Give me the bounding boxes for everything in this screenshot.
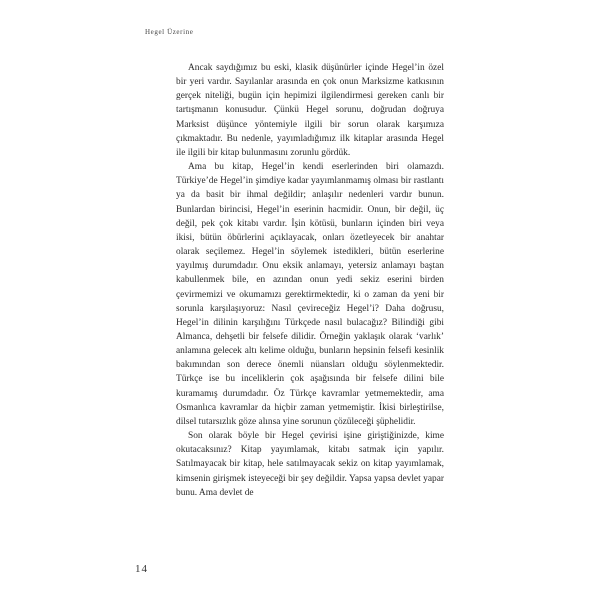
- page-number: 14: [135, 563, 148, 575]
- paragraph: Son olarak böyle bir Hegel çevirisi işine giriştiğinizde, kime okutacaksınız? Kitap yayımlamak, kitabı satmak için yapılır. Satılmayacak bir kitap, hele satılmayacak sekiz on kitap yayımlamak, kimsenin girişmek isteyeceği bir şey değildir. Yapsa yapsa devlet yapar bunu. Ama devlet de: [176, 431, 444, 498]
- body-text: [176, 61, 444, 500]
- paragraph: Ama bu kitap, Hegel’in kendi eserlerinden biri olamazdı. Türkiye’de Hegel’in şimdiye kadar yayımlanmamış olması bir rastlantı ya da basit bir ihmal değildir; anlaşılır nedenleri vardır bunun. Bunlardan birincisi, Hegel’in eserinin hacmidir. Onun, bir değil, üç değil, pek çok kitabı vardır. İşin kötüsü, bunların içinden biri veya ikisi, bütün öbürlerini açıklayacak, onları özetleyecek bir anahtar olarak seçilemez. Hegel’in söylemek istedikleri, bütün eserlerine yayılmış durumdadır. Onu eksik anlamayı, yetersiz anlamayı baştan kabullenmek bile, en azından onun yedi sekiz eserini birden çevirmemizi ve okumamızı gerektirmektedir, ki o zaman da yeni bir sorunla karşılaşıyoruz: Nasıl çevireceğiz Hegel’i? Daha doğrusu, Hegel’in dilinin karşılığını Türkçede nasıl bulacağız? Bilindiği gibi Almanca, dehşetli bir felsefe dilidir. Örneğin yaklaşık olarak ‘varlık’ anlamına gelecek altı kelime olduğu, bunların hepsinin felsefi kesinlik bakımından son derece önemli nüansları olduğu söylenmektedir. Türkçe ise bu inceliklerin çok aşağısında bir felsefe dilini bile kuramamış durumdadır. Öz Türkçe kavramlar yetmemektedir, ama Osmanlıca kavramlar da hiçbir zaman yetmemiştir. İkisi birleştirilse, dilsel tutarsızlık göze alınsa yine sorunun çözüleceği şüphelidir.: [176, 162, 444, 427]
- running-header: [145, 28, 193, 36]
- paragraph: Ancak saydığımız bu eski, klasik düşünürler içinde Hegel’in özel bir yeri vardır. Sayılanlar arasında en çok onun Marksizme katkısının gerçek niteliği, bugün için hepimizi ilgilendirmesi gereken canlı bir tartışmanın konusudur. Çünkü Hegel sorunu, doğrudan doğruya Marksist düşünce yöntemiyle ilgili bir sorun olarak karşımıza çıkmaktadır. Bu nedenle, yayımladığımız ilk kitaplar arasında Hegel ile ilgili bir kitap bulunmasını zorunlu gördük.: [176, 63, 444, 158]
- running-title: Hegel Üzerine: [145, 28, 194, 36]
